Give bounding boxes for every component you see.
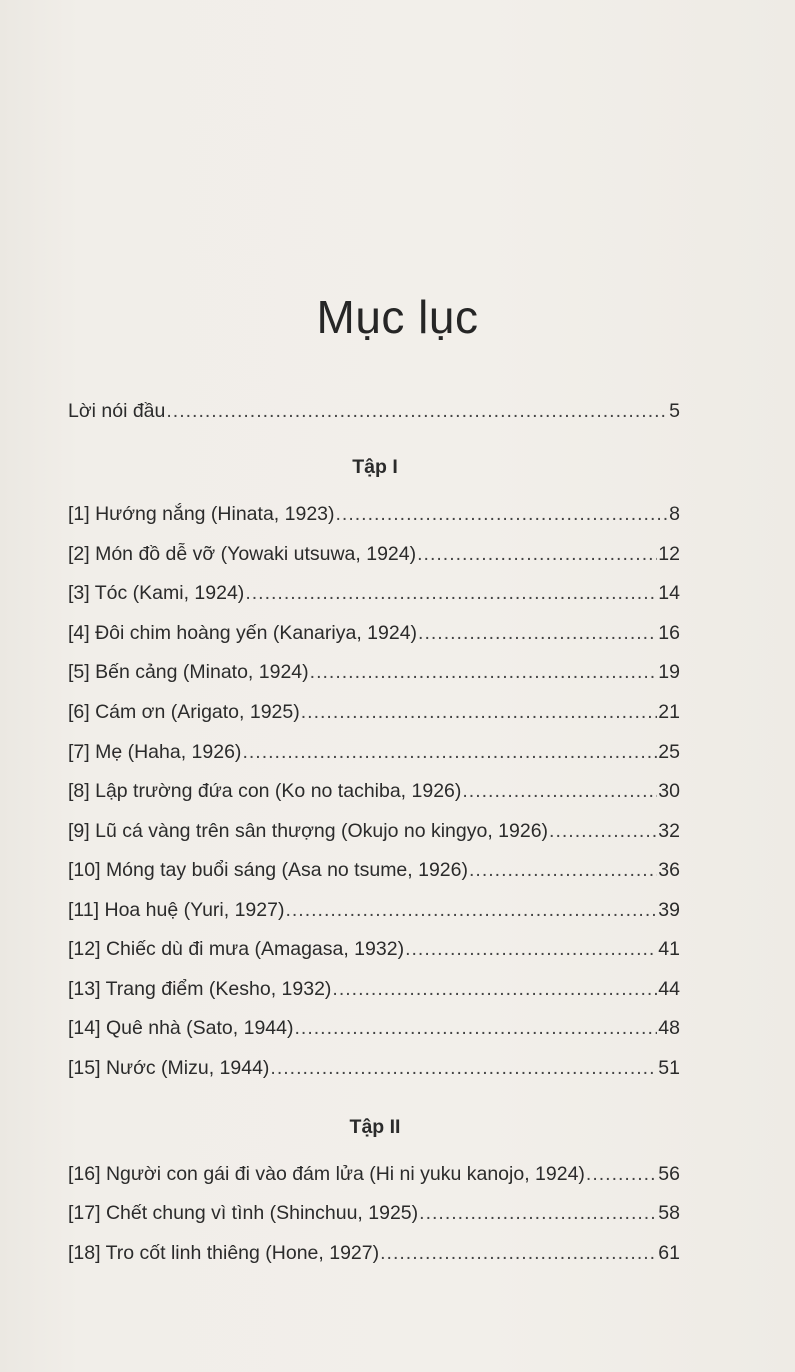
toc-entry-title: [10] Móng tay buổi sáng (Asa no tsume, 1926) xyxy=(68,859,468,881)
toc-entry[interactable] xyxy=(68,977,680,1001)
toc-entry[interactable] xyxy=(68,1201,680,1225)
toc-entry-title: [9] Lũ cá vàng trên sân thượng (Okujo no kingyo, 1926) xyxy=(68,820,549,842)
toc-entry[interactable] xyxy=(68,937,680,961)
toc-entry[interactable] xyxy=(68,581,680,605)
toc-leader-dots xyxy=(332,977,657,1001)
toc-leader-dots xyxy=(469,858,657,882)
toc-entry-page: 8 xyxy=(669,503,680,525)
toc-leader-dots xyxy=(405,937,657,961)
toc-entry-title: [18] Tro cốt linh thiêng (Hone, 1927) xyxy=(68,1242,380,1264)
toc-leader-dots xyxy=(295,1016,658,1040)
toc-entry-page: 32 xyxy=(658,820,680,842)
toc-entry[interactable] xyxy=(68,819,680,843)
toc-entry[interactable] xyxy=(68,779,680,803)
toc-leader-dots xyxy=(462,779,657,803)
toc-entry-page: 14 xyxy=(658,582,680,604)
section-heading: Tập II xyxy=(349,1116,401,1138)
toc-entry-title: [13] Trang điểm (Kesho, 1932) xyxy=(68,978,332,1000)
toc-entry-intro[interactable] xyxy=(68,399,680,423)
toc-entry-title: [5] Bến cảng (Minato, 1924) xyxy=(68,661,309,683)
section-heading: Tập I xyxy=(352,456,398,478)
toc-entry[interactable] xyxy=(68,700,680,724)
toc-entry-title: [17] Chết chung vì tình (Shinchuu, 1925) xyxy=(68,1202,419,1224)
toc-leader-dots xyxy=(166,399,668,423)
toc-leader-dots xyxy=(417,542,657,566)
toc-entry[interactable] xyxy=(68,502,680,526)
toc-entry[interactable] xyxy=(68,542,680,566)
toc-entry-title: [7] Mẹ (Haha, 1926) xyxy=(68,741,242,763)
toc-entry-page: 56 xyxy=(658,1163,680,1185)
toc-entry-page: 30 xyxy=(658,780,680,802)
toc-entry-title: [6] Cám ơn (Arigato, 1925) xyxy=(68,701,300,723)
toc-entry-title: [15] Nước (Mizu, 1944) xyxy=(68,1057,270,1079)
toc-entry-title: [14] Quê nhà (Sato, 1944) xyxy=(68,1017,294,1039)
toc-entry[interactable] xyxy=(68,660,680,684)
toc-leader-dots xyxy=(418,621,657,645)
toc-entry-page: 58 xyxy=(658,1202,680,1224)
toc-entry-page: 48 xyxy=(658,1017,680,1039)
toc-leader-dots xyxy=(310,660,658,684)
toc-entry-page: 51 xyxy=(658,1057,680,1079)
toc-entry-title: [11] Hoa huệ (Yuri, 1927) xyxy=(68,899,285,921)
toc-entry-title: [8] Lập trường đứa con (Ko no tachiba, 1926) xyxy=(68,780,462,802)
toc-entry-title: [2] Món đồ dễ vỡ (Yowaki utsuwa, 1924) xyxy=(68,543,417,565)
toc-entry-title: [16] Người con gái đi vào đám lửa (Hi ni yuku kanojo, 1924) xyxy=(68,1163,585,1185)
toc-entry-page: 25 xyxy=(658,741,680,763)
toc-leader-dots xyxy=(419,1201,657,1225)
toc-entry[interactable] xyxy=(68,740,680,764)
toc-entry-page: 39 xyxy=(658,899,680,921)
toc-entry-title: [1] Hướng nắng (Hinata, 1923) xyxy=(68,503,335,525)
toc-entry[interactable] xyxy=(68,1016,680,1040)
toc-entry-title: [3] Tóc (Kami, 1924) xyxy=(68,582,245,604)
toc-leader-dots xyxy=(270,1056,657,1080)
toc-leader-dots xyxy=(301,700,658,724)
toc-entry-page: 21 xyxy=(658,701,680,723)
toc-entry-page: 19 xyxy=(658,661,680,683)
toc-entry-title: [4] Đôi chim hoàng yến (Kanariya, 1924) xyxy=(68,622,418,644)
toc-entry-page: 16 xyxy=(658,622,680,644)
toc-entry-page: 36 xyxy=(658,859,680,881)
toc-leader-dots xyxy=(285,898,657,922)
toc-entry-page: 44 xyxy=(658,978,680,1000)
toc-entry-page: 5 xyxy=(669,400,680,422)
toc-entry[interactable] xyxy=(68,621,680,645)
toc-entry-page: 41 xyxy=(658,938,680,960)
toc-entry-title: [12] Chiếc dù đi mưa (Amagasa, 1932) xyxy=(68,938,405,960)
toc-entry[interactable] xyxy=(68,1241,680,1265)
toc-leader-dots xyxy=(549,819,657,843)
toc-entry-page: 61 xyxy=(658,1242,680,1264)
toc-entry[interactable] xyxy=(68,1162,680,1186)
toc-leader-dots xyxy=(336,502,669,526)
toc-leader-dots xyxy=(245,581,657,605)
toc-entry-page: 12 xyxy=(658,543,680,565)
toc-entry[interactable] xyxy=(68,858,680,882)
toc-entry[interactable] xyxy=(68,898,680,922)
page-title: Mục lục xyxy=(316,291,479,343)
toc-leader-dots xyxy=(380,1241,657,1265)
toc-entry[interactable] xyxy=(68,1056,680,1080)
toc-entry-title: Lời nói đầu xyxy=(68,400,166,422)
toc-leader-dots xyxy=(242,740,657,764)
toc-leader-dots xyxy=(586,1162,657,1186)
